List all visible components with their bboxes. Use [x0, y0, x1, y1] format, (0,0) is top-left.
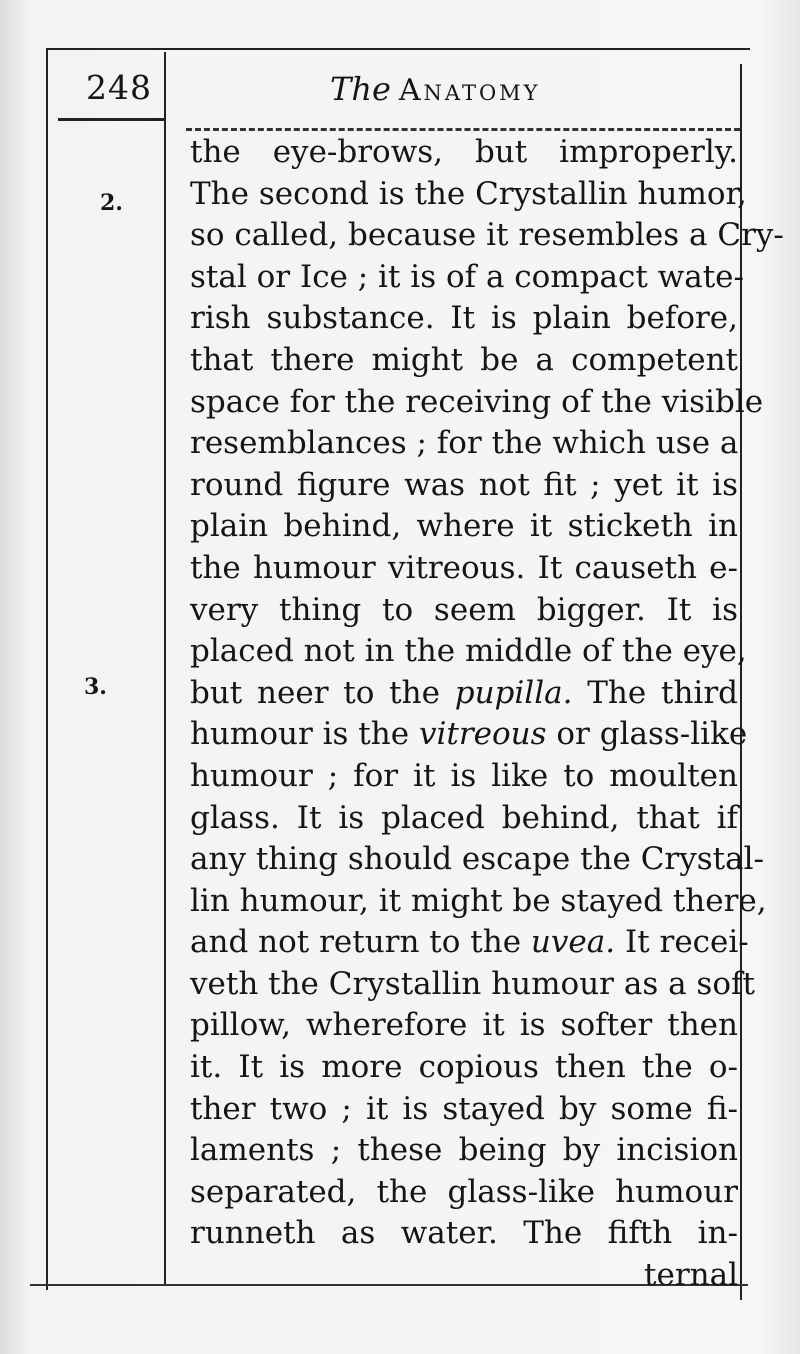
text-line-24: ther two ; it is stayed by some fi- [190, 1090, 738, 1127]
text-line-20-roman-a: and not return to the [190, 924, 531, 961]
text-line-15 [190, 714, 748, 756]
italic-term-vitreous: vitreous [418, 716, 547, 753]
text-line-10: plain behind, where it sticketh in [190, 508, 738, 545]
text-line-19: lin humour, it might be stayed there, [190, 882, 767, 919]
text-line-25: laments ; these being by incision [190, 1132, 738, 1169]
margin-note-2: 2. [100, 190, 123, 216]
italic-term-pupilla: pupilla. [454, 674, 573, 711]
text-line-11: the humour vitreous. It causeth e- [190, 549, 738, 586]
catchword: ternal [644, 1257, 738, 1294]
text-line-13: placed not in the middle of the eye, [190, 633, 747, 670]
text-line-20-roman-b: It recei- [615, 924, 749, 961]
text-line-12: very thing to seem bigger. It is [190, 591, 738, 628]
text-line-15-roman-a: humour is the [190, 716, 419, 753]
text-line-2: The second is the Crystallin humor, [190, 175, 747, 212]
text-line-3: so called, because it resembles a Cry- [190, 217, 784, 254]
text-line-17: glass. It is placed behind, that if [190, 799, 738, 836]
running-head [330, 70, 541, 108]
body-text [190, 132, 784, 1297]
running-head-title: Anatomy [398, 73, 541, 108]
margin-note-3: 3. [84, 674, 107, 700]
header-rule-left [58, 118, 164, 121]
text-line-27: runneth as water. The fifth in- [190, 1215, 738, 1252]
text-line-15-roman-b: or glass-like [546, 716, 748, 753]
text-line-6: that there might be a competent [190, 341, 738, 378]
text-line-21: veth the Crystallin humour as a soft [190, 965, 755, 1002]
text-line-9: round figure was not fit ; yet it is [190, 466, 738, 503]
text-line-20 [190, 922, 749, 964]
text-line-1: the eye-brows, but improperly. [190, 134, 738, 170]
text-line-26: separated, the glass-like humour [190, 1173, 738, 1210]
text-line-4: stal or Ice ; it is of a compact wate- [190, 258, 745, 295]
text-line-7: space for the receiving of the visible [190, 383, 764, 420]
text-line-18: any thing should escape the Crystal- [190, 841, 764, 878]
text-line-22: pillow, wherefore it is softer then [190, 1007, 738, 1044]
italic-term-uvea: uvea. [530, 924, 616, 961]
text-line-8: resemblances ; for the which use a [190, 425, 739, 462]
running-head-italic: The [330, 70, 391, 108]
margin-divider-rule [164, 52, 166, 1284]
text-line-14 [190, 673, 738, 715]
text-line-5: rish substance. It is plain before, [190, 300, 738, 337]
header-rule-right [186, 128, 740, 131]
text-line-16: humour ; for it is like to moulten [190, 757, 738, 794]
page-number: 248 [86, 68, 152, 107]
text-line-14-roman-b: The third [572, 674, 738, 711]
text-line-23: it. It is more copious then the o- [190, 1049, 738, 1086]
text-line-14-roman-a: but neer to the [190, 674, 455, 711]
